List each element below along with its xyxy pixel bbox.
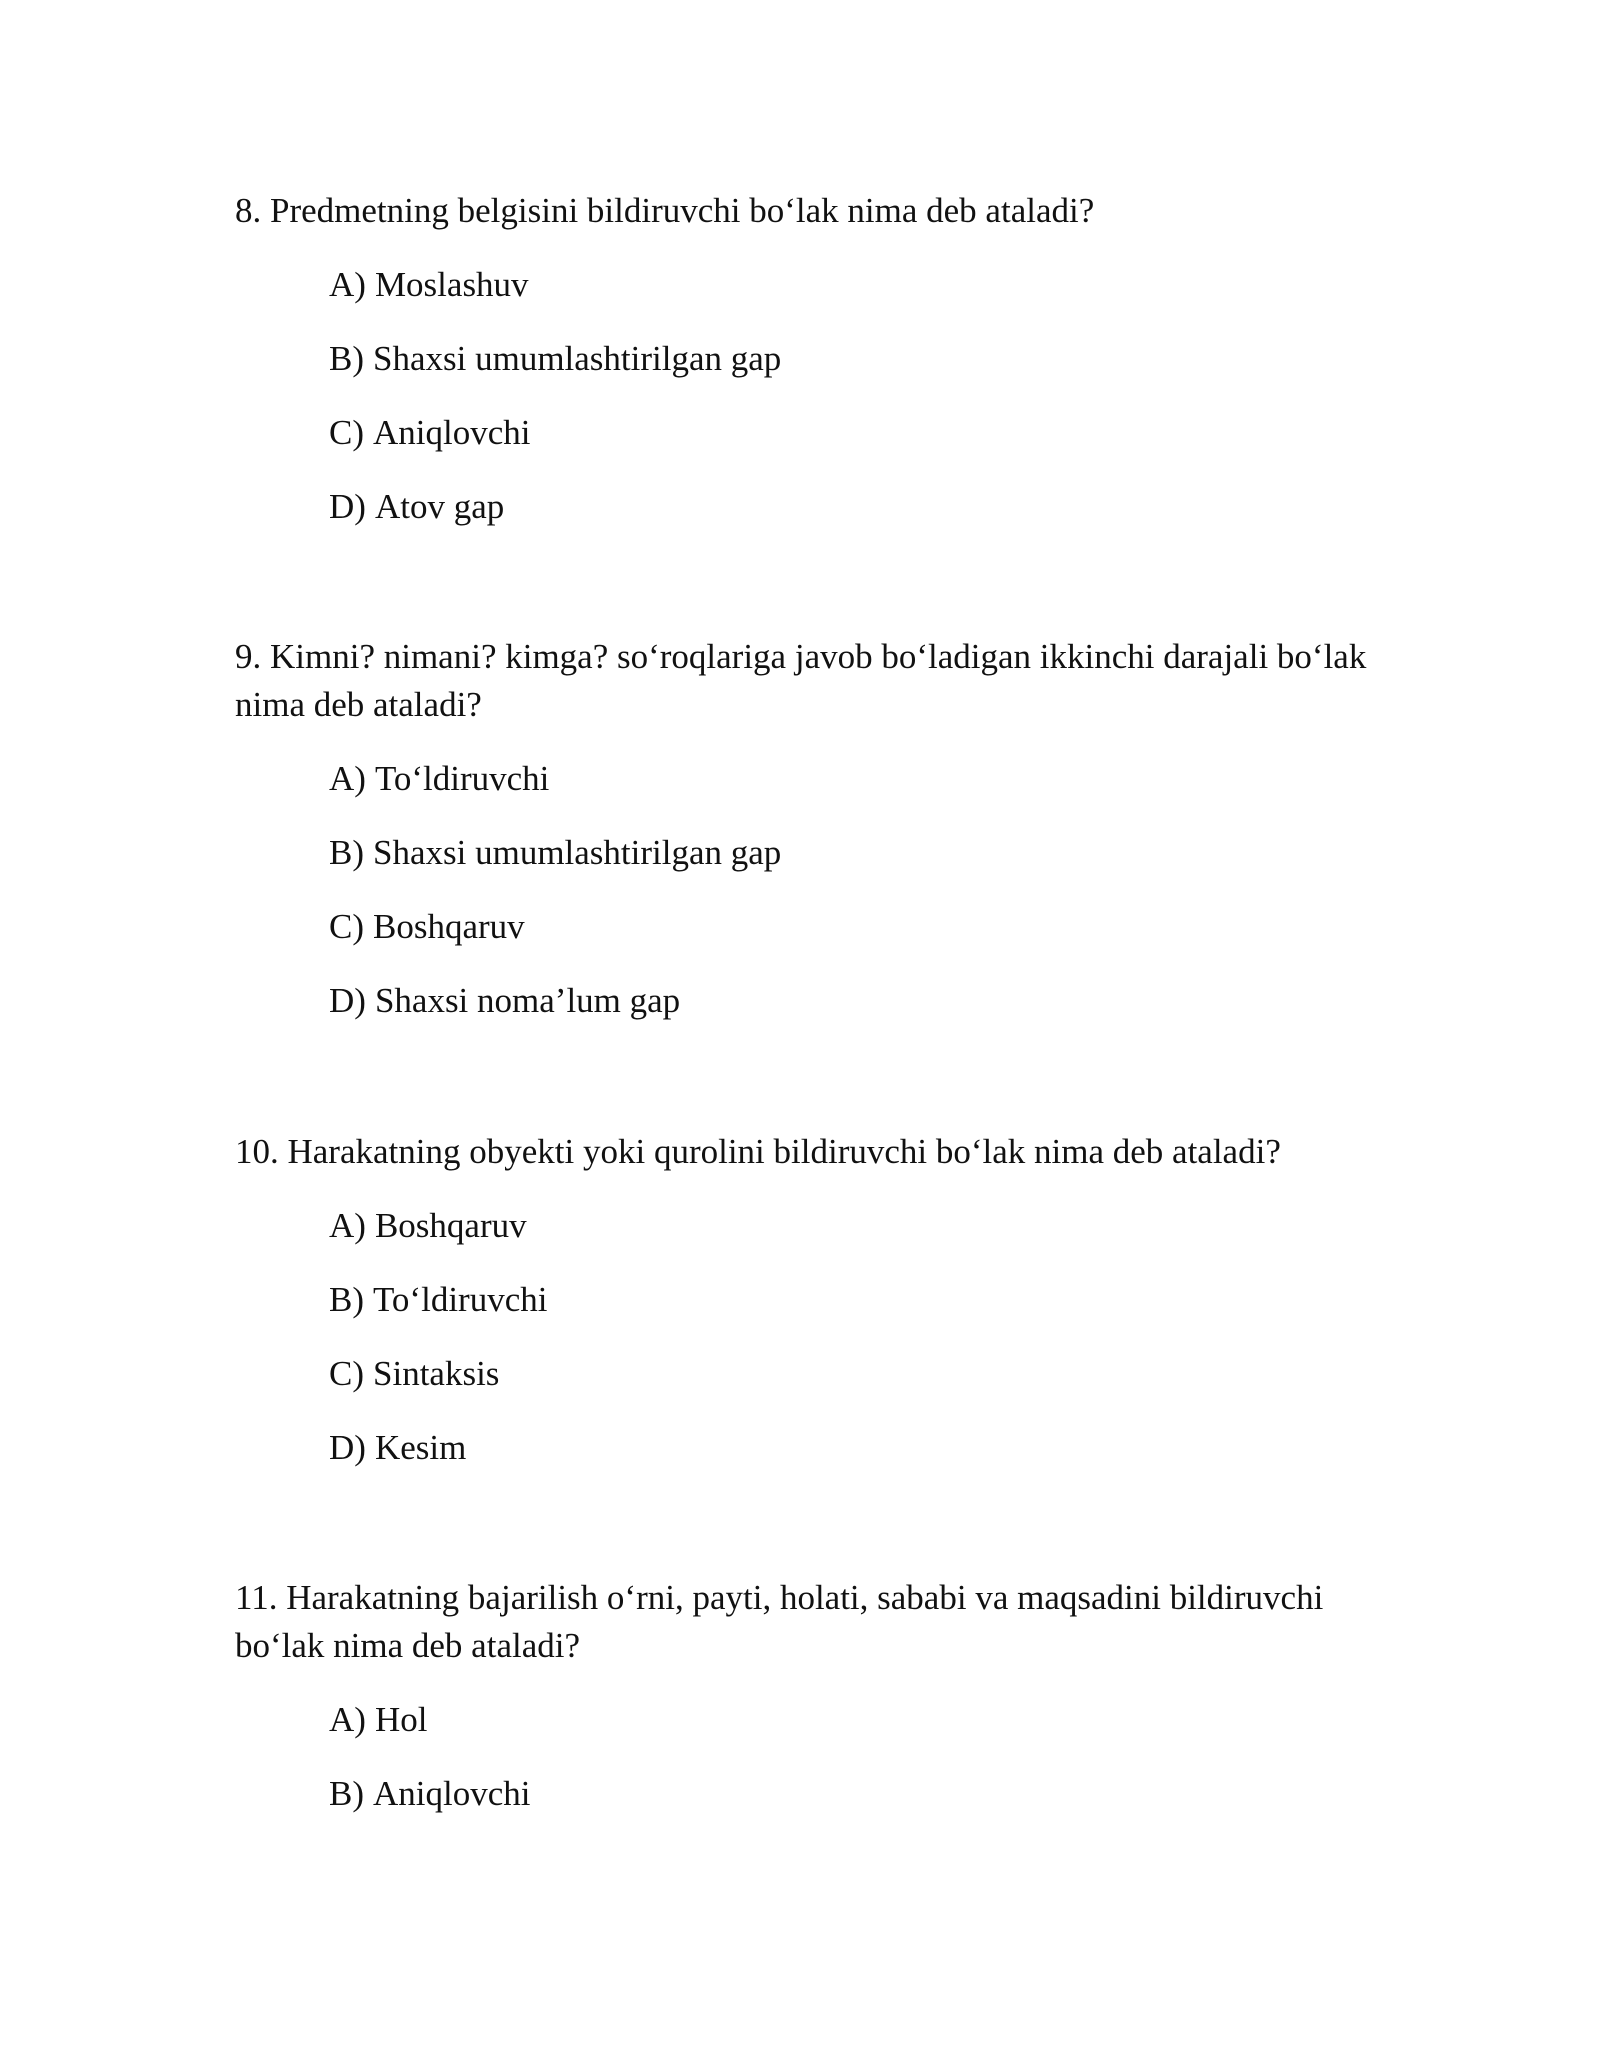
option-c [329,409,1385,457]
option-text: Shaxsi noma’lum gap [374,981,681,1020]
option-letter: A) [329,1700,366,1739]
option-text: To‘ldiruvchi [374,759,550,798]
option-d [329,977,1385,1025]
option-text: Aniqlovchi [373,1774,531,1813]
option-b [329,1770,1385,1818]
answer-options [235,755,1385,1025]
option-letter: B) [329,1774,364,1813]
option-letter: A) [329,1206,366,1245]
question-text: 8. Predmetning belgisini bildiruvchi bo‘lak nima deb ataladi? [235,191,1095,230]
question-text: 9. Kimni? nimani? kimga? so‘roqlariga javob bo‘ladigan ikkinchi darajali bo‘lak nima deb ataladi? [235,637,1367,724]
option-d [329,483,1385,531]
question-text: 10. Harakatning obyekti yoki qurolini bildiruvchi bo‘lak nima deb ataladi? [235,1132,1281,1171]
option-a [329,261,1385,309]
option-letter: A) [329,759,366,798]
option-letter: B) [329,339,364,378]
option-text: Moslashuv [374,265,529,304]
question-8 [235,187,1385,557]
option-letter: C) [329,413,364,452]
question-10 [235,1128,1385,1498]
option-a [329,1202,1385,1250]
option-letter: D) [329,1428,366,1467]
option-c [329,903,1385,951]
option-text: Shaxsi umumlashtirilgan gap [373,339,782,378]
option-d [329,1424,1385,1472]
option-b [329,335,1385,383]
question-text: 11. Harakatning bajarilish o‘rni, payti, holati, sababi va maqsadini bildiruvchi bo‘lak nima deb ataladi? [235,1578,1324,1665]
question-9 [235,633,1385,1051]
answer-options [235,1202,1385,1472]
option-text: To‘ldiruvchi [373,1280,548,1319]
option-text: Hol [374,1700,428,1739]
option-b [329,829,1385,877]
answer-options [235,1696,1385,1818]
option-letter: A) [329,265,366,304]
option-c [329,1350,1385,1398]
option-text: Aniqlovchi [373,413,531,452]
option-a [329,1696,1385,1744]
option-letter: D) [329,981,366,1020]
question-11 [235,1574,1385,1844]
option-letter: C) [329,1354,364,1393]
option-letter: D) [329,487,366,526]
option-a [329,755,1385,803]
option-text: Sintaksis [373,1354,500,1393]
option-text: Boshqaruv [374,1206,527,1245]
option-letter: B) [329,833,364,872]
option-letter: C) [329,907,364,946]
option-letter: B) [329,1280,364,1319]
answer-options [235,261,1385,531]
option-text: Atov gap [374,487,505,526]
option-b [329,1276,1385,1324]
option-text: Boshqaruv [373,907,525,946]
option-text: Kesim [374,1428,467,1467]
option-text: Shaxsi umumlashtirilgan gap [373,833,782,872]
